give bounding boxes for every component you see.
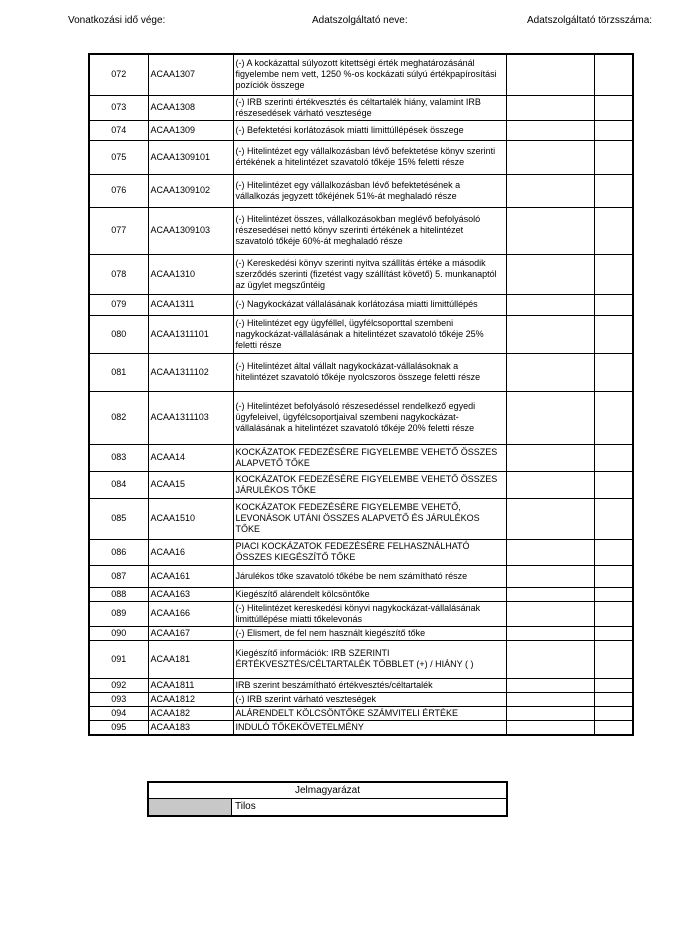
row-code: ACAA1311101 bbox=[148, 315, 233, 353]
table-row bbox=[89, 587, 633, 601]
value-cell-2 bbox=[594, 587, 633, 601]
row-number: 086 bbox=[89, 539, 148, 565]
row-description: (-) Hitelintézet egy vállalkozásban lévő befektetésének a vállalkozás jegyzett tőkéjének 51%-át meghaladó része bbox=[233, 174, 506, 207]
row-description: Kiegészítő alárendelt kölcsöntőke bbox=[233, 587, 506, 601]
value-cell-2 bbox=[594, 706, 633, 720]
row-description: (-) Hitelintézet egy ügyféllel, ügyfélcsoporttal szembeni nagykockázat-vállalásának a hitelintézet szavatoló tőkéje 25% feletti része bbox=[233, 315, 506, 353]
table-row bbox=[89, 626, 633, 640]
row-number: 090 bbox=[89, 626, 148, 640]
value-cell-1 bbox=[506, 678, 594, 692]
value-cell-1 bbox=[506, 353, 594, 391]
value-cell-2 bbox=[594, 539, 633, 565]
row-number: 094 bbox=[89, 706, 148, 720]
table-row bbox=[89, 120, 633, 140]
row-number: 077 bbox=[89, 207, 148, 254]
row-description: KOCKÁZATOK FEDEZÉSÉRE FIGYELEMBE VEHETŐ, LEVONÁSOK UTÁNI ÖSSZES ALAPVETŐ ÉS JÁRULÉKOS TŐKE bbox=[233, 498, 506, 539]
table-row bbox=[89, 207, 633, 254]
table-row bbox=[89, 54, 633, 95]
table-row bbox=[89, 353, 633, 391]
row-code: ACAA163 bbox=[148, 587, 233, 601]
table-row bbox=[89, 678, 633, 692]
row-number: 081 bbox=[89, 353, 148, 391]
row-number: 092 bbox=[89, 678, 148, 692]
value-cell-2 bbox=[594, 601, 633, 626]
value-cell-1 bbox=[506, 692, 594, 706]
row-code: ACAA1310 bbox=[148, 254, 233, 294]
provider-name-label: Adatszolgáltató neve: bbox=[312, 15, 408, 26]
row-number: 080 bbox=[89, 315, 148, 353]
table-row bbox=[89, 565, 633, 587]
row-code: ACAA1309 bbox=[148, 120, 233, 140]
value-cell-2 bbox=[594, 498, 633, 539]
value-cell-1 bbox=[506, 565, 594, 587]
value-cell-2 bbox=[594, 120, 633, 140]
value-cell-2 bbox=[594, 140, 633, 174]
row-number: 072 bbox=[89, 54, 148, 95]
row-code: ACAA14 bbox=[148, 444, 233, 471]
value-cell-2 bbox=[594, 471, 633, 498]
row-code: ACAA166 bbox=[148, 601, 233, 626]
value-cell-2 bbox=[594, 692, 633, 706]
table-row bbox=[89, 444, 633, 471]
value-cell-2 bbox=[594, 678, 633, 692]
value-cell-1 bbox=[506, 587, 594, 601]
value-cell-2 bbox=[594, 640, 633, 678]
legend-item bbox=[149, 799, 506, 815]
value-cell-1 bbox=[506, 720, 594, 735]
row-description: (-) Nagykockázat vállalásának korlátozása miatti limittúllépés bbox=[233, 294, 506, 315]
value-cell-1 bbox=[506, 95, 594, 120]
row-description: IRB szerint beszámítható értékvesztés/céltartalék bbox=[233, 678, 506, 692]
row-description: (-) A kockázattal súlyozott kitettségi érték meghatározásánál figyelembe nem vett, 1250 %-os kockázati súlyú értékpapírosítási pozíciók összege bbox=[233, 54, 506, 95]
row-code: ACAA1311103 bbox=[148, 391, 233, 444]
table-row bbox=[89, 471, 633, 498]
legend bbox=[147, 781, 508, 817]
table-row bbox=[89, 601, 633, 626]
legend-label: Tilos bbox=[235, 801, 256, 812]
row-code: ACAA1308 bbox=[148, 95, 233, 120]
row-description: PIACI KOCKÁZATOK FEDEZÉSÉRE FELHASZNÁLHATÓ ÖSSZES KIEGÉSZÍTŐ TŐKE bbox=[233, 539, 506, 565]
value-cell-2 bbox=[594, 95, 633, 120]
row-code: ACAA167 bbox=[148, 626, 233, 640]
period-end-label: Vonatkozási idő vége: bbox=[68, 15, 166, 26]
row-code: ACAA15 bbox=[148, 471, 233, 498]
data-table bbox=[88, 53, 634, 736]
value-cell-2 bbox=[594, 444, 633, 471]
row-description: ALÁRENDELT KÖLCSÖNTŐKE SZÁMVITELI ÉRTÉKE bbox=[233, 706, 506, 720]
value-cell-2 bbox=[594, 294, 633, 315]
row-code: ACAA161 bbox=[148, 565, 233, 587]
row-code: ACAA1309102 bbox=[148, 174, 233, 207]
row-description: Járulékos tőke szavatoló tőkébe be nem számítható része bbox=[233, 565, 506, 587]
value-cell-1 bbox=[506, 207, 594, 254]
table-row bbox=[89, 498, 633, 539]
row-number: 095 bbox=[89, 720, 148, 735]
value-cell-1 bbox=[506, 294, 594, 315]
value-cell-2 bbox=[594, 565, 633, 587]
row-number: 089 bbox=[89, 601, 148, 626]
row-code: ACAA1307 bbox=[148, 54, 233, 95]
row-number: 076 bbox=[89, 174, 148, 207]
value-cell-2 bbox=[594, 315, 633, 353]
row-number: 087 bbox=[89, 565, 148, 587]
row-description: (-) Befektetési korlátozások miatti limittúllépések összege bbox=[233, 120, 506, 140]
table-row bbox=[89, 95, 633, 120]
value-cell-1 bbox=[506, 498, 594, 539]
row-description: (-) IRB szerinti értékvesztés és céltartalék hiány, valamint IRB részesedések várható vesztesége bbox=[233, 95, 506, 120]
row-number: 082 bbox=[89, 391, 148, 444]
row-code: ACAA181 bbox=[148, 640, 233, 678]
row-description: KOCKÁZATOK FEDEZÉSÉRE FIGYELEMBE VEHETŐ ÖSSZES JÁRULÉKOS TŐKE bbox=[233, 471, 506, 498]
row-code: ACAA1311 bbox=[148, 294, 233, 315]
value-cell-1 bbox=[506, 601, 594, 626]
row-code: ACAA1811 bbox=[148, 678, 233, 692]
value-cell-2 bbox=[594, 353, 633, 391]
provider-id-label: Adatszolgáltató törzsszáma: bbox=[527, 15, 653, 26]
table-row bbox=[89, 539, 633, 565]
table-row bbox=[89, 294, 633, 315]
legend-swatch-forbidden bbox=[149, 799, 232, 815]
table-row bbox=[89, 640, 633, 678]
value-cell-1 bbox=[506, 254, 594, 294]
value-cell-1 bbox=[506, 174, 594, 207]
value-cell-1 bbox=[506, 315, 594, 353]
table-row bbox=[89, 140, 633, 174]
row-code: ACAA1311102 bbox=[148, 353, 233, 391]
value-cell-1 bbox=[506, 706, 594, 720]
table-row bbox=[89, 254, 633, 294]
row-description: (-) Hitelintézet egy vállalkozásban lévő befektetése könyv szerinti értékének a hitelintézet szavatoló tőkéje 15% feletti része bbox=[233, 140, 506, 174]
row-description: (-) Hitelintézet befolyásoló részesedéssel rendelkező egyedi ügyfeleivel, ügyfélcsoportjaival szembeni nagykockázat-vállalásának a hitelintézet szavatoló tőkéje 20% feletti része bbox=[233, 391, 506, 444]
row-code: ACAA182 bbox=[148, 706, 233, 720]
row-number: 079 bbox=[89, 294, 148, 315]
row-description: INDULÓ TŐKEKÖVETELMÉNY bbox=[233, 720, 506, 735]
row-number: 093 bbox=[89, 692, 148, 706]
row-number: 073 bbox=[89, 95, 148, 120]
value-cell-1 bbox=[506, 471, 594, 498]
value-cell-1 bbox=[506, 391, 594, 444]
row-description: (-) Kereskedési könyv szerinti nyitva szállítás értéke a második szerződés szerinti (fizetést vagy szállítást követő) 5. munkanaptól az ügylet megszűntéig bbox=[233, 254, 506, 294]
value-cell-2 bbox=[594, 54, 633, 95]
row-code: ACAA1309101 bbox=[148, 140, 233, 174]
table-row bbox=[89, 720, 633, 735]
row-code: ACAA16 bbox=[148, 539, 233, 565]
legend-title: Jelmagyarázat bbox=[149, 783, 506, 799]
value-cell-1 bbox=[506, 54, 594, 95]
row-number: 078 bbox=[89, 254, 148, 294]
row-description: (-) Hitelintézet kereskedési könyvi nagykockázat-vállalásának limittúllépése miatti tőkelevonás bbox=[233, 601, 506, 626]
row-number: 083 bbox=[89, 444, 148, 471]
table-row bbox=[89, 692, 633, 706]
row-description: (-) Hitelintézet által vállalt nagykockázat-vállalásoknak a hitelintézet szavatoló tőkéje nyolcszoros összege feletti része bbox=[233, 353, 506, 391]
table-row bbox=[89, 174, 633, 207]
value-cell-1 bbox=[506, 640, 594, 678]
row-code: ACAA1510 bbox=[148, 498, 233, 539]
row-description: (-) Elismert, de fel nem használt kiegészítő tőke bbox=[233, 626, 506, 640]
table-row bbox=[89, 315, 633, 353]
row-code: ACAA183 bbox=[148, 720, 233, 735]
row-number: 085 bbox=[89, 498, 148, 539]
value-cell-2 bbox=[594, 720, 633, 735]
row-number: 084 bbox=[89, 471, 148, 498]
row-description: (-) Hitelintézet összes, vállalkozásokban meglévő befolyásoló részesedései nettó könyv szerinti értékének a hitelintézet szavatoló tőkéje 60%-át meghaladó része bbox=[233, 207, 506, 254]
row-number: 075 bbox=[89, 140, 148, 174]
row-number: 074 bbox=[89, 120, 148, 140]
value-cell-1 bbox=[506, 539, 594, 565]
row-number: 091 bbox=[89, 640, 148, 678]
value-cell-1 bbox=[506, 140, 594, 174]
value-cell-2 bbox=[594, 207, 633, 254]
value-cell-1 bbox=[506, 626, 594, 640]
row-code: ACAA1309103 bbox=[148, 207, 233, 254]
value-cell-2 bbox=[594, 626, 633, 640]
row-number: 088 bbox=[89, 587, 148, 601]
row-description: (-) IRB szerint várható veszteségek bbox=[233, 692, 506, 706]
table-row bbox=[89, 391, 633, 444]
value-cell-1 bbox=[506, 120, 594, 140]
value-cell-1 bbox=[506, 444, 594, 471]
table-row bbox=[89, 706, 633, 720]
row-description: KOCKÁZATOK FEDEZÉSÉRE FIGYELEMBE VEHETŐ ÖSSZES ALAPVETŐ TŐKE bbox=[233, 444, 506, 471]
value-cell-2 bbox=[594, 174, 633, 207]
value-cell-2 bbox=[594, 391, 633, 444]
value-cell-2 bbox=[594, 254, 633, 294]
row-code: ACAA1812 bbox=[148, 692, 233, 706]
row-description: Kiegészítő információk: IRB SZERINTI ÉRTÉKVESZTÉS/CÉLTARTALÉK TÖBBLET (+) / HIÁNY ( ) bbox=[233, 640, 506, 678]
